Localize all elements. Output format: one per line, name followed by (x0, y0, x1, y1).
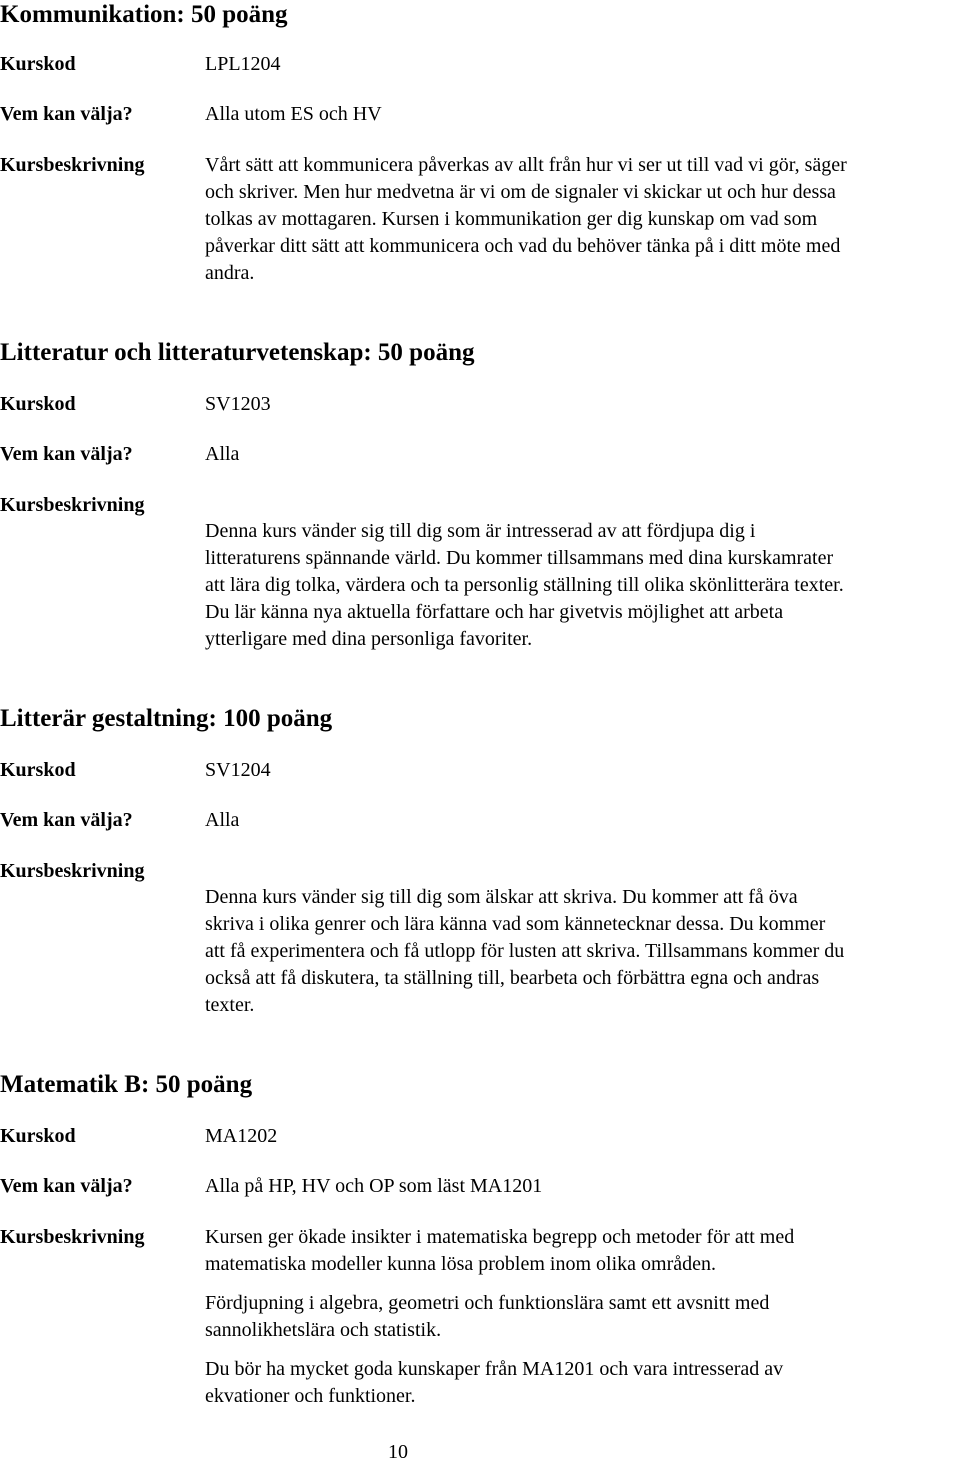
course-code-label: Kurskod (0, 1125, 76, 1147)
page-number: 10 (388, 1441, 408, 1463)
course-code-value: LPL1204 (205, 53, 281, 75)
who-can-choose-label: Vem kan välja? (0, 809, 133, 831)
who-can-choose-value: Alla utom ES och HV (205, 103, 382, 125)
course-title-litterar-gestaltning: Litterär gestaltning: 100 poäng (0, 705, 333, 732)
who-can-choose-value: Alla (205, 809, 240, 831)
description-line: påverkar ditt sätt att kommunicera och vad du behöver tänka på i ditt möte med (205, 235, 841, 257)
course-code-value: SV1204 (205, 759, 271, 781)
course-description (205, 884, 960, 1019)
who-can-choose-value: Alla på HP, HV och OP som läst MA1201 (205, 1175, 543, 1197)
description-line: skriva i olika genrer och lära känna vad som kännetecknar dessa. Du kommer (205, 913, 826, 935)
course-description (205, 1224, 960, 1410)
course-title-litteratur: Litteratur och litteraturvetenskap: 50 poäng (0, 339, 475, 366)
course-description-label: Kursbeskrivning (0, 860, 145, 882)
description-line: att lära dig tolka, värdera och ta personlig ställning till olika skönlitterära texter. (205, 574, 844, 596)
description-line: Du bör ha mycket goda kunskaper från MA1201 och vara intresserad av (205, 1358, 784, 1380)
description-line: också att få diskutera, ta ställning till, bearbeta och förbättra egna och andras (205, 967, 820, 989)
description-line: Denna kurs vänder sig till dig som älskar att skriva. Du kommer att få öva (205, 886, 798, 908)
who-can-choose-label: Vem kan välja? (0, 1175, 133, 1197)
course-code-label: Kurskod (0, 759, 76, 781)
course-description-label: Kursbeskrivning (0, 494, 145, 516)
description-line: och skriver. Men hur medvetna är vi om de signaler vi skickar ut och hur dessa (205, 181, 836, 203)
who-can-choose-label: Vem kan välja? (0, 103, 133, 125)
description-line: Vårt sätt att kommunicera påverkas av allt från hur vi ser ut till vad vi gör, säger (205, 154, 847, 176)
description-line: sannolikhetslära och statistik. (205, 1319, 442, 1341)
description-line: andra. (205, 262, 255, 284)
description-line: att få experimentera och få utlopp för lusten att skriva. Tillsammans kommer du (205, 940, 845, 962)
course-code-value: MA1202 (205, 1125, 278, 1147)
course-description (205, 152, 960, 287)
description-line: ekvationer och funktioner. (205, 1385, 416, 1407)
course-description-label: Kursbeskrivning (0, 154, 145, 176)
who-can-choose-label: Vem kan välja? (0, 443, 133, 465)
description-line: Du lär känna nya aktuella författare och har givetvis möjlighet att arbeta (205, 601, 784, 623)
course-code-value: SV1203 (205, 393, 271, 415)
course-code-label: Kurskod (0, 393, 76, 415)
course-code-label: Kurskod (0, 53, 76, 75)
course-title-matematik-b: Matematik B: 50 poäng (0, 1071, 253, 1098)
course-title-kommunikation: Kommunikation: 50 poäng (0, 1, 288, 28)
description-line: tolkas av mottagaren. Kursen i kommunikation ger dig kunskap om vad som (205, 208, 818, 230)
description-line: Denna kurs vänder sig till dig som är intresserad av att fördjupa dig i (205, 520, 756, 542)
description-line: texter. (205, 994, 255, 1016)
description-line: ytterligare med dina personliga favoriter. (205, 628, 533, 650)
description-line: Fördjupning i algebra, geometri och funktionslära samt ett avsnitt med (205, 1292, 770, 1314)
description-line: Kursen ger ökade insikter i matematiska begrepp och metoder för att med (205, 1226, 795, 1248)
course-description (205, 518, 960, 653)
who-can-choose-value: Alla (205, 443, 240, 465)
course-description-label: Kursbeskrivning (0, 1226, 145, 1248)
description-line: litteraturens spännande värld. Du kommer tillsammans med dina kurskamrater (205, 547, 834, 569)
description-line: matematiska modeller kunna lösa problem inom olika områden. (205, 1253, 716, 1275)
